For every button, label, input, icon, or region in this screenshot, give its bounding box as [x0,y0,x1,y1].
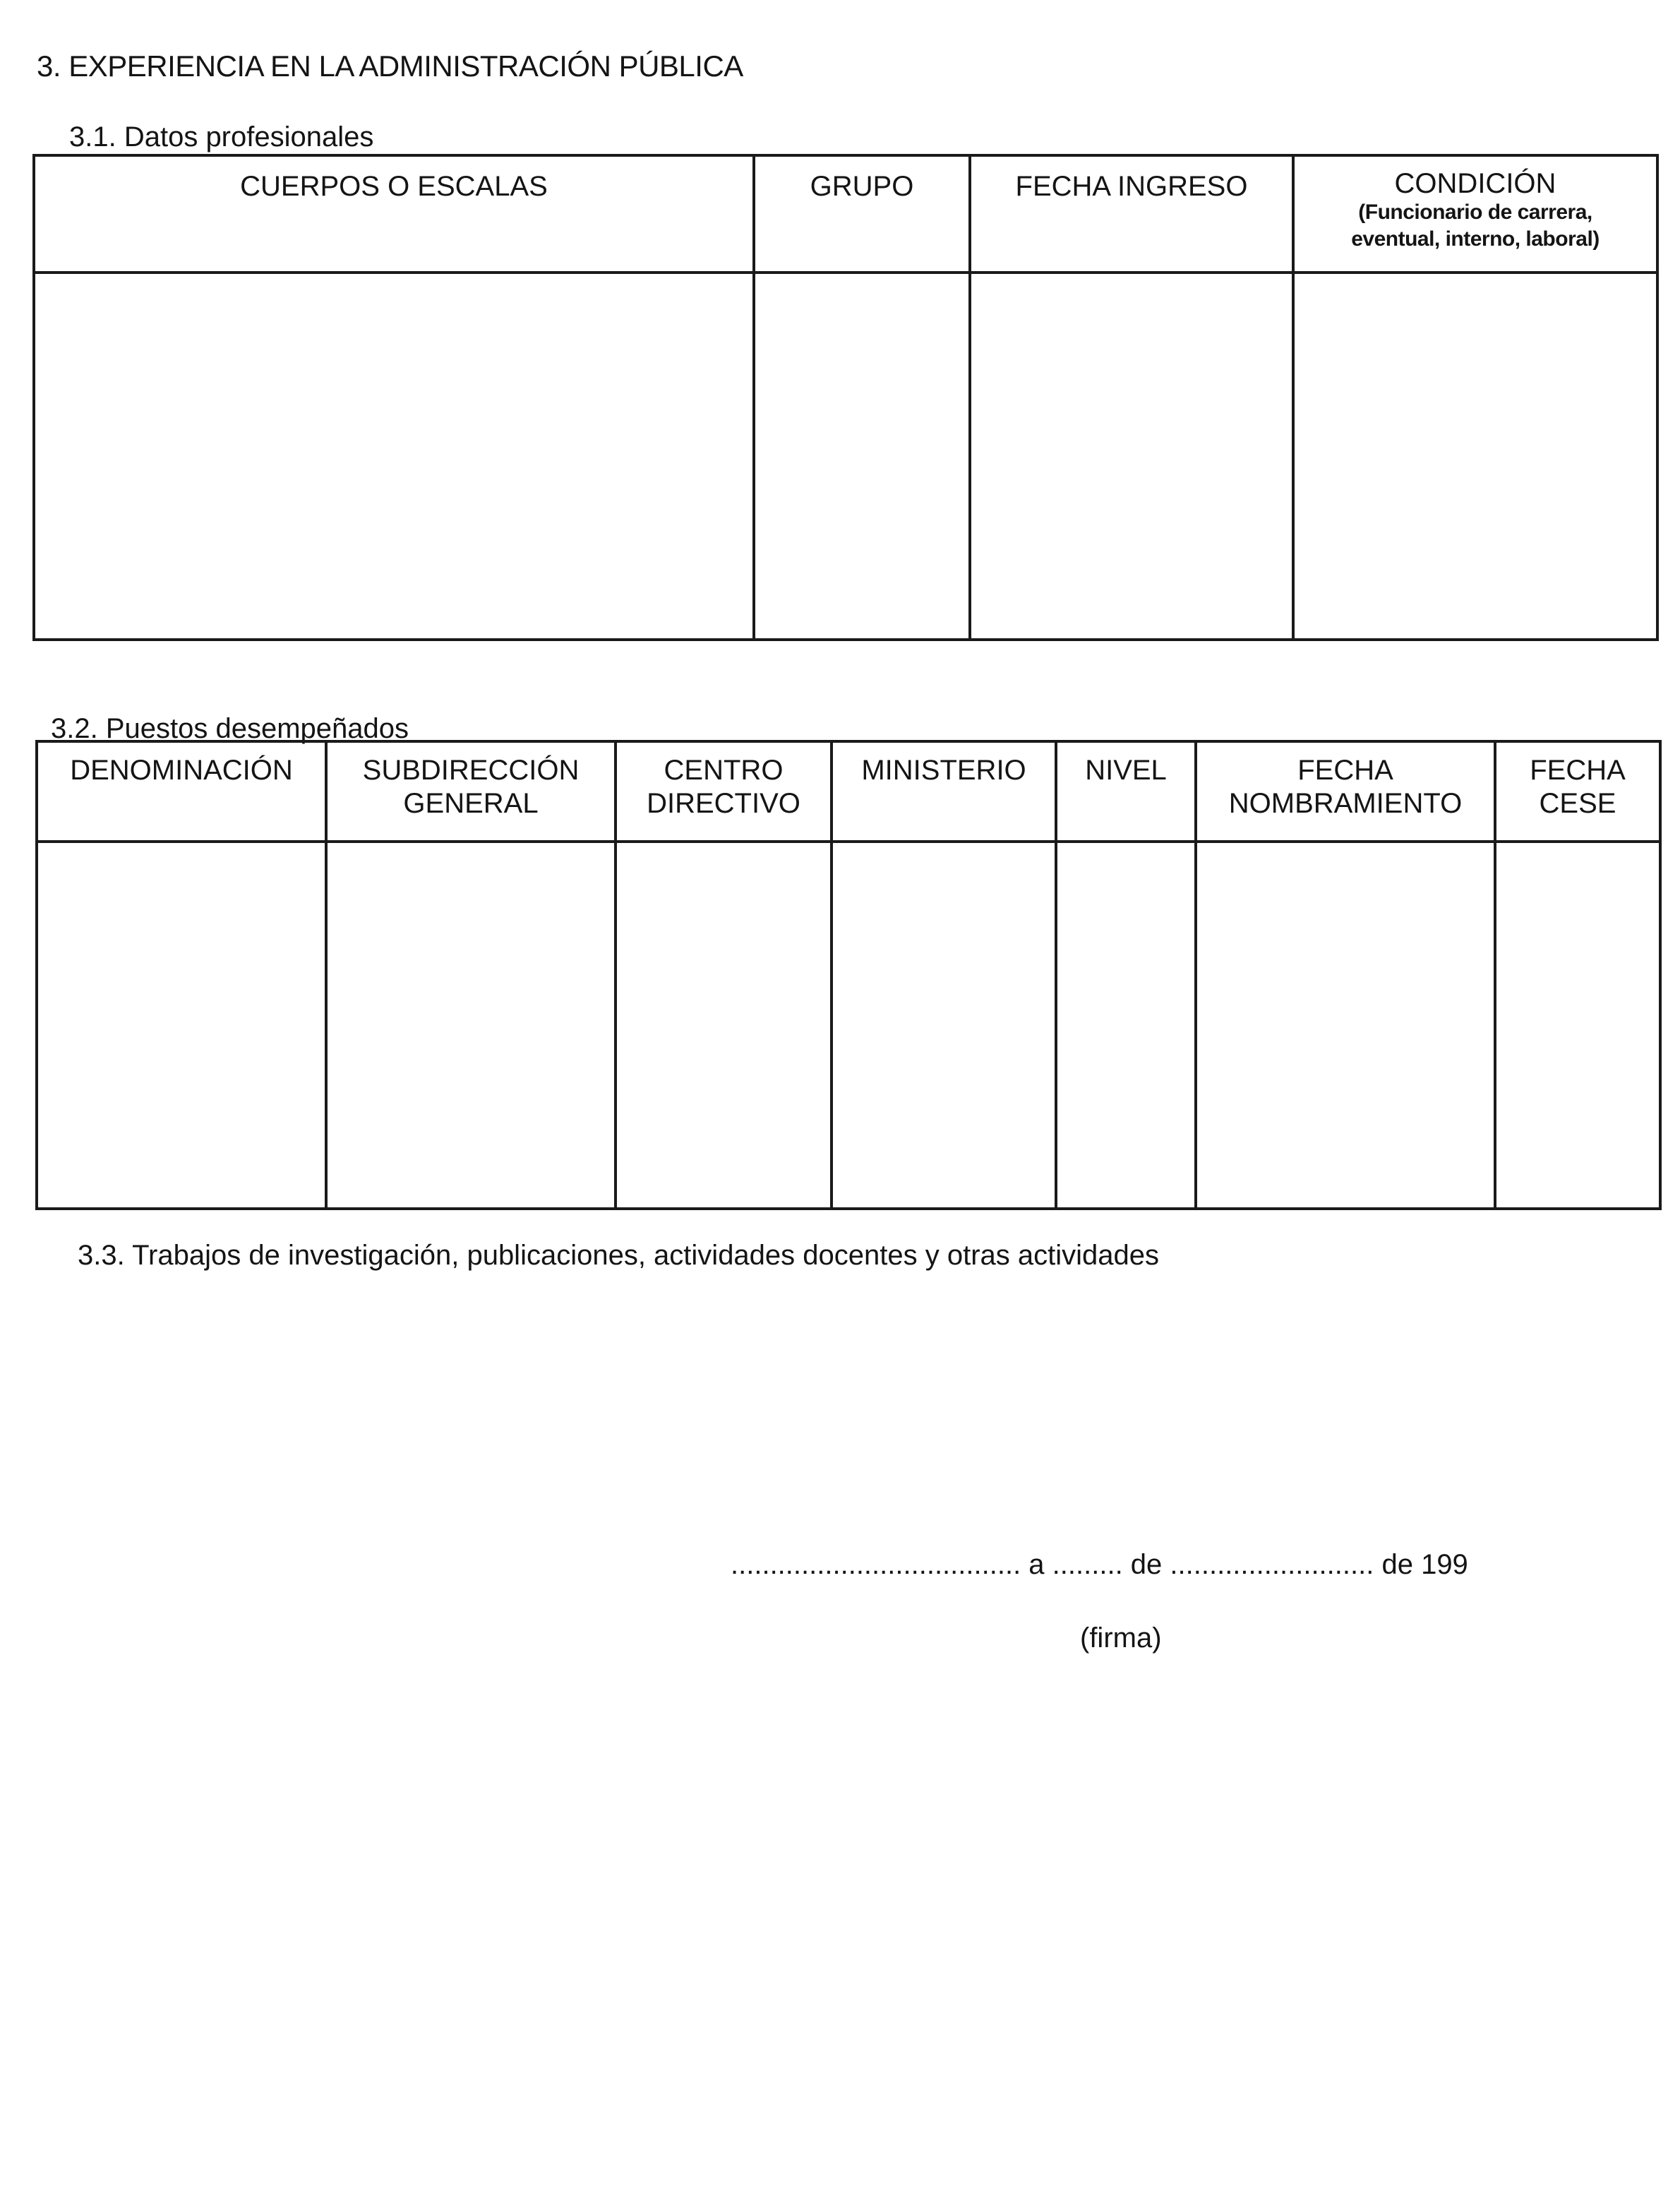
table-row [37,842,1660,1209]
professional-data-title: 3.1. Datos profesionales [69,121,374,153]
section-title: 3. EXPERIENCIA EN LA ADMINISTRACIÓN PÚBLICA [37,49,743,83]
condition-note-line1: (Funcionario de carrera, [1358,201,1592,224]
column-header-subdirection: SUBDIRECCIÓN GENERAL [326,741,616,842]
cell-condition[interactable] [1293,273,1657,640]
cell-center[interactable] [616,842,832,1209]
column-header-ministry: MINISTERIO [832,741,1056,842]
column-header-end-date: FECHA CESE [1495,741,1660,842]
signature-label: (firma) [1080,1622,1162,1654]
date-line[interactable]: ..................................... a ......... de .......................... de 199 [731,1549,1468,1580]
column-header-level: NIVEL [1056,741,1196,842]
cell-end-date[interactable] [1495,842,1660,1209]
cell-appointment-date[interactable] [1196,842,1495,1209]
cell-group[interactable] [754,273,970,640]
cell-ministry[interactable] [832,842,1056,1209]
cell-subdirection[interactable] [326,842,616,1209]
cell-denomination[interactable] [37,842,326,1209]
activities-title: 3.3. Trabajos de investigación, publicaciones, actividades docentes y otras actividades [78,1240,1160,1271]
condition-note-line2: eventual, interno, laboral) [1351,227,1600,251]
table-row [34,273,1657,640]
table-header-row [37,741,1660,842]
column-header-center: CENTRO DIRECTIVO [616,741,832,842]
cell-entry-date[interactable] [970,273,1293,640]
positions-held-table [35,740,1662,1210]
positions-held-title: 3.2. Puestos desempeñados [51,713,409,744]
column-header-bodies: CUERPOS O ESCALAS [34,155,754,273]
cell-bodies[interactable] [34,273,754,640]
column-header-group: GRUPO [754,155,970,273]
professional-data-table [32,154,1659,641]
column-header-appointment-date: FECHA NOMBRAMIENTO [1196,741,1495,842]
column-header-condition: CONDICIÓN (Funcionario de carrera, eventual, interno, laboral) [1293,155,1657,273]
table-header-row [34,155,1657,273]
cell-level[interactable] [1056,842,1196,1209]
column-header-denomination: DENOMINACIÓN [37,741,326,842]
column-header-entry-date: FECHA INGRESO [970,155,1293,273]
